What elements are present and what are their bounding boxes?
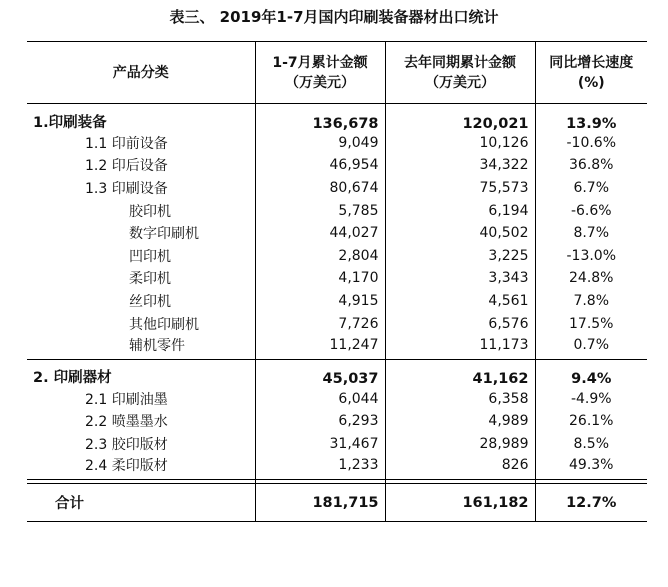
group-printing-materials <box>27 359 647 479</box>
table-title: 表三、 2019年1-7月国内印刷装备器材出口统计 <box>169 8 499 26</box>
table-row: 数字印刷机 44,027 40,502 8.7% <box>27 222 647 245</box>
total-row: 合计 181,715 161,182 12.7% <box>27 484 647 522</box>
table-row: 1.2 印后设备 46,954 34,322 36.8% <box>27 154 647 177</box>
header-row <box>27 42 647 104</box>
table-row: 辅机零件 11,247 11,173 0.7% <box>27 335 647 360</box>
table-row: 柔印机 4,170 3,343 24.8% <box>27 267 647 290</box>
table-row: 丝印机 4,915 4,561 7.8% <box>27 290 647 313</box>
export-statistics-table <box>27 41 647 522</box>
group-printing-equipment <box>27 104 647 360</box>
table-row: 1.1 印前设备 9,049 10,126 -10.6% <box>27 132 647 155</box>
header-category: 产品分类 <box>112 64 169 81</box>
section-row: 2. 印刷器材 45,037 41,162 9.4% <box>27 359 647 387</box>
group-total <box>27 480 647 522</box>
table-row: 其他印刷机 7,726 6,576 17.5% <box>27 312 647 335</box>
table-row: 胶印机 5,785 6,194 -6.6% <box>27 199 647 222</box>
table-row: 1.3 印刷设备 80,674 75,573 6.7% <box>27 177 647 200</box>
header-current-amount: 1-7月累计金额 （万美元） <box>255 42 385 104</box>
table-row: 2.3 胶印版材 31,467 28,989 8.5% <box>27 433 647 456</box>
table-row: 2.4 柔印版材 1,233 826 49.3% <box>27 455 647 480</box>
section-row: 1.印刷装备 136,678 120,021 13.9% <box>27 104 647 132</box>
table-row: 2.2 喷墨墨水 6,293 4,989 26.1% <box>27 410 647 433</box>
header-growth-rate: 同比增长速度 (%) <box>535 42 647 104</box>
header-previous-amount: 去年同期累计金额 （万美元） <box>385 42 535 104</box>
table-row: 凹印机 2,804 3,225 -13.0% <box>27 244 647 267</box>
table-row: 2.1 印刷油墨 6,044 6,358 -4.9% <box>27 387 647 410</box>
